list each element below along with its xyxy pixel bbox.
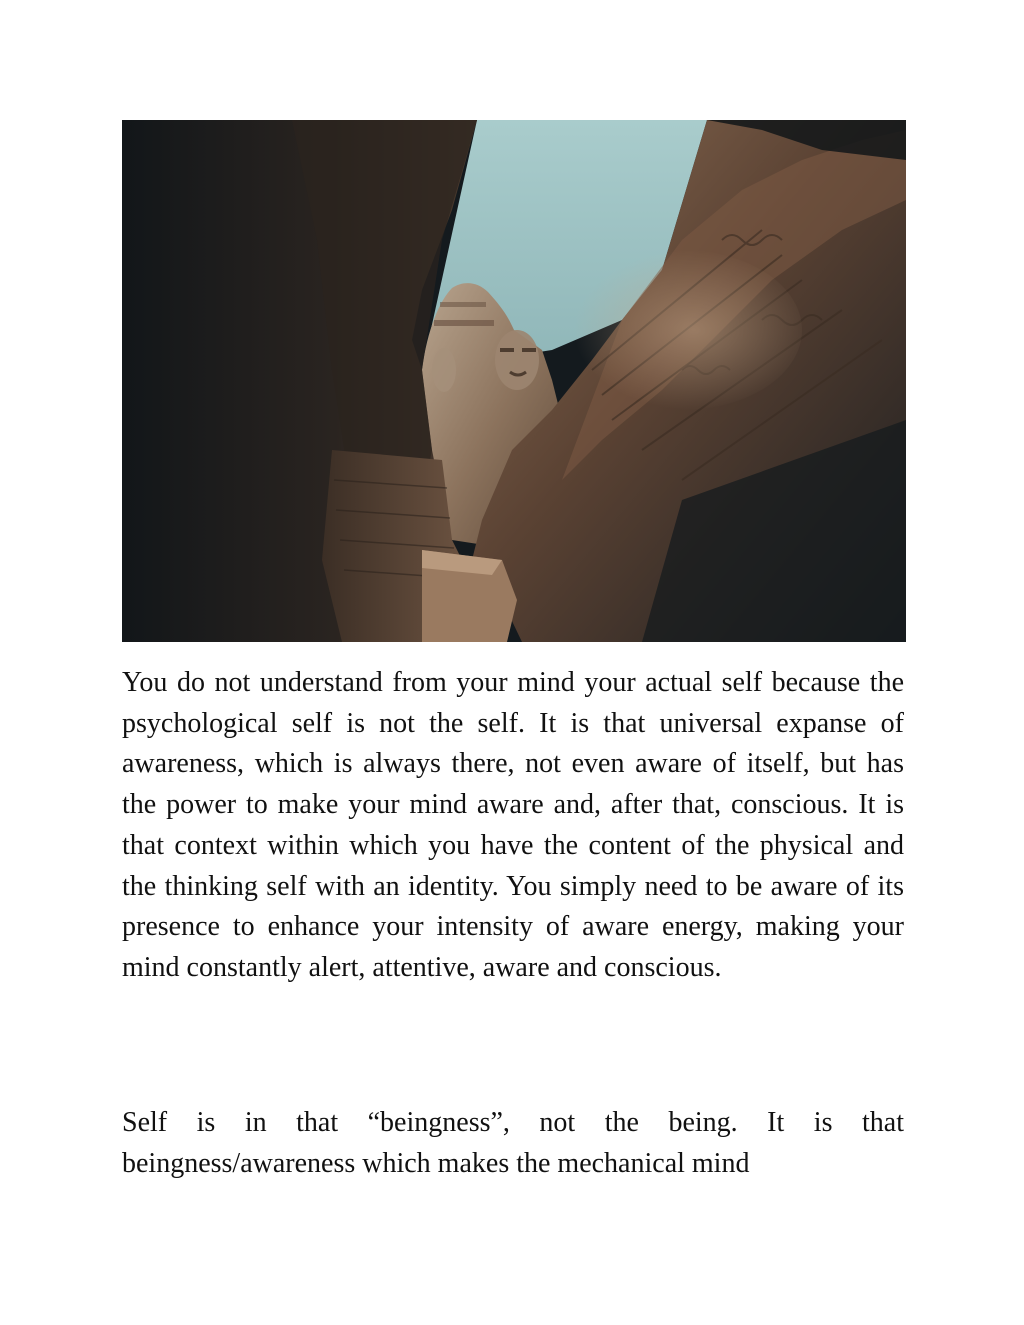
temple-photo-illustration (122, 120, 906, 642)
temple-photo (122, 120, 906, 642)
body-paragraph-1: You do not understand from your mind your actual self because the psychological self is not the self. It is that universal expanse of awareness, which is always there, not even aware of itself, but has the power to make your mind aware and, after that, conscious. It is that context within which you have the content of the physical and the thinking self with an identity. You simply need to be aware of its presence to enhance your intensity of aware energy, making your mind constantly alert, attentive, aware and conscious. (122, 667, 904, 983)
body-paragraph-2: Self is in that “beingness”, not the being. It is that beingness/awareness which makes the mechanical mind (122, 1107, 904, 1179)
